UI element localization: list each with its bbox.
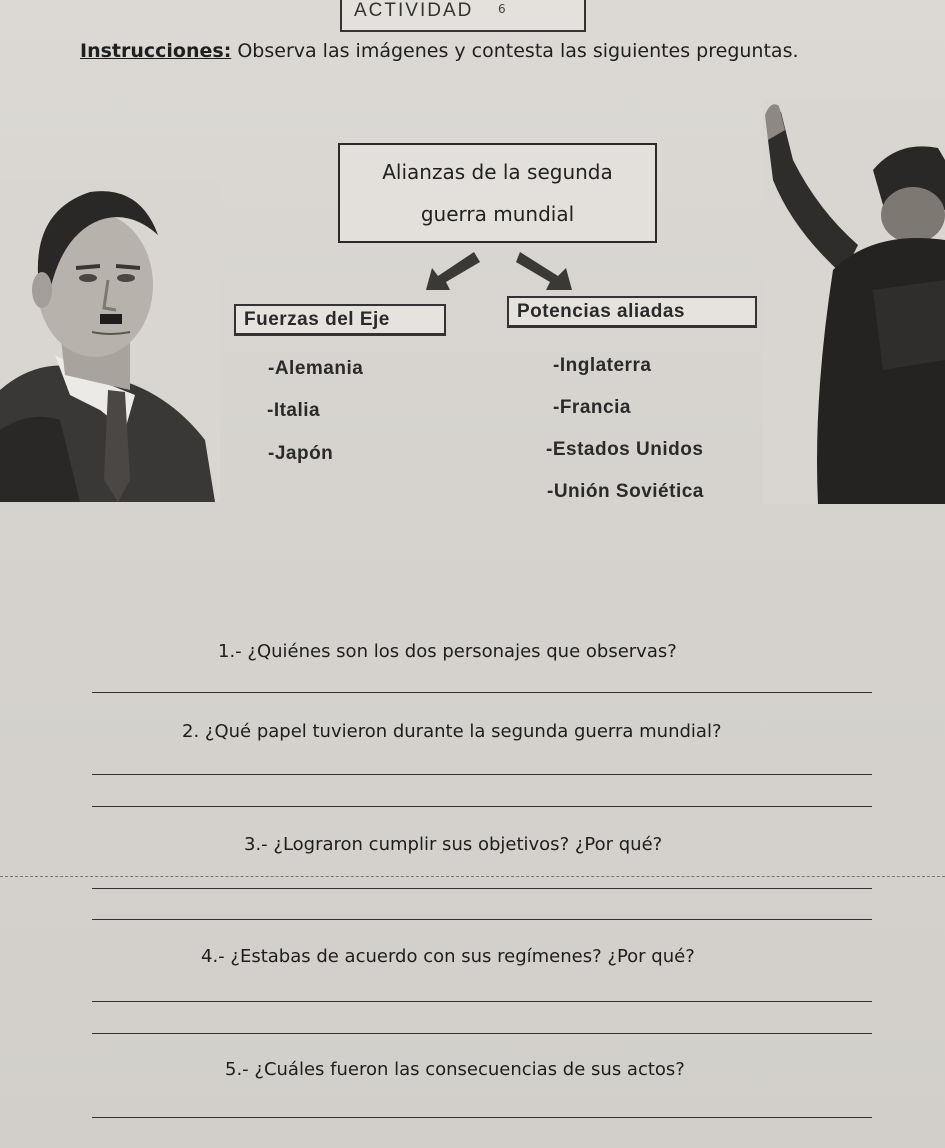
answer-line <box>92 888 872 889</box>
axis-powers-label: Fuerzas del Eje <box>244 308 390 330</box>
title-line-1: Alianzas de la segunda <box>382 160 613 184</box>
answer-line <box>92 1117 872 1118</box>
arrow-down-right-icon <box>516 250 574 292</box>
question-5: 5.- ¿Cuáles fueron las consecuencias de sus actos? <box>225 1059 685 1080</box>
allied-powers-label: Potencias aliadas <box>517 300 685 322</box>
allied-powers-box <box>507 296 757 328</box>
allied-country: -Inglaterra <box>553 355 652 376</box>
instructions <box>80 40 799 62</box>
question-1: 1.- ¿Quiénes son los dos personajes que observas? <box>218 641 677 662</box>
question-3: 3.- ¿Lograron cumplir sus objetivos? ¿Por qué? <box>244 834 663 855</box>
answer-line <box>92 1001 872 1002</box>
allied-country: -Unión Soviética <box>547 481 704 502</box>
axis-country: -Japón <box>268 443 334 464</box>
activity-number: 6 <box>498 2 506 16</box>
answer-line <box>92 806 872 807</box>
portrait-photo-right <box>763 100 945 504</box>
answer-line <box>92 774 872 775</box>
instructions-text: Observa las imágenes y contesta las siguientes preguntas. <box>231 40 799 62</box>
question-4: 4.- ¿Estabas de acuerdo con sus regímenes? ¿Por qué? <box>201 946 695 967</box>
alliances-title-box <box>338 143 657 243</box>
arrow-down-left-icon <box>424 250 480 292</box>
answer-line <box>92 692 872 693</box>
allied-country: -Francia <box>553 397 631 418</box>
axis-powers-box <box>234 304 446 336</box>
axis-country: -Alemania <box>268 358 364 379</box>
answer-line <box>92 919 872 920</box>
answer-line <box>92 1033 872 1034</box>
allied-country: -Estados Unidos <box>546 439 704 460</box>
fold-crease-line <box>0 876 945 877</box>
activity-label: ACTIVIDAD <box>354 0 474 21</box>
axis-country: -Italia <box>267 400 321 421</box>
portrait-photo-left <box>0 180 220 502</box>
title-line-2: guerra mundial <box>420 202 575 226</box>
question-2: 2. ¿Qué papel tuvieron durante la segunda guerra mundial? <box>182 721 722 742</box>
instructions-label: Instrucciones: <box>80 40 232 62</box>
